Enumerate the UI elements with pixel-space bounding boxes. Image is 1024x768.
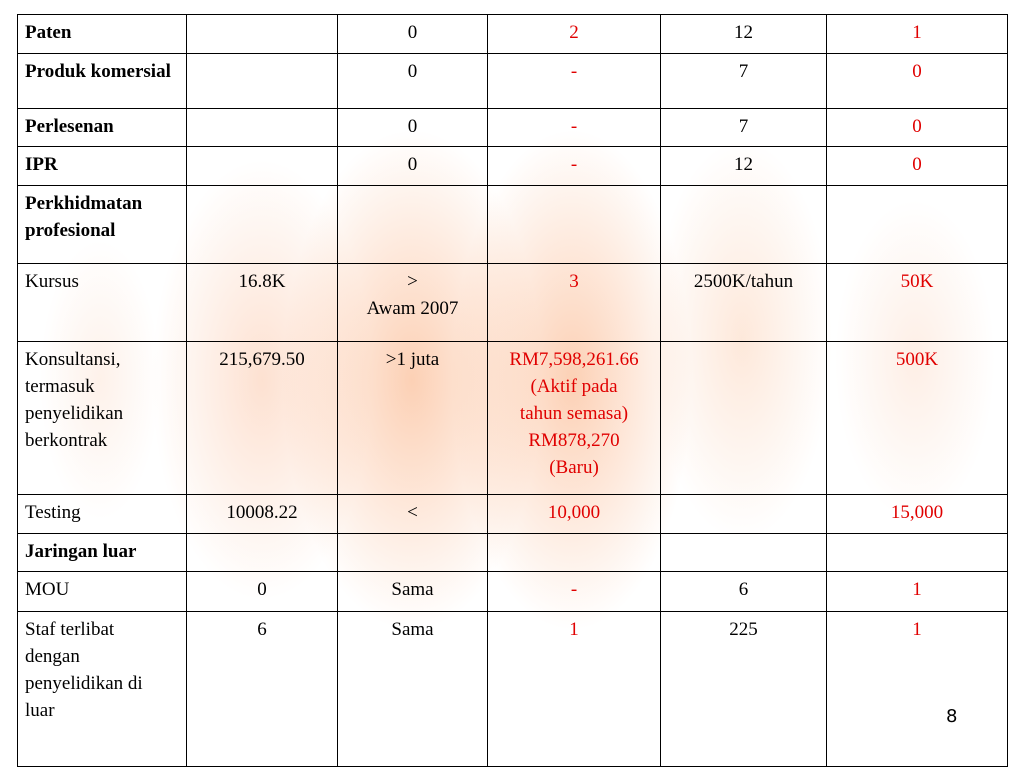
cell [187, 147, 338, 186]
cell [661, 186, 827, 263]
cell: 500K [827, 341, 1008, 494]
cell [661, 341, 827, 494]
cell [187, 534, 338, 572]
table-row-ipr [18, 147, 1008, 186]
cell [488, 534, 661, 572]
cell: 7 [661, 109, 827, 147]
cell: 0 [338, 15, 488, 54]
cell [338, 186, 488, 263]
table-row-produk-komersial [18, 54, 1008, 109]
table-row-perlesenan [18, 109, 1008, 147]
table-row-kursus [18, 263, 1008, 341]
row-label: Perkhidmatan profesional [18, 186, 187, 263]
cell [187, 109, 338, 147]
cell: > Awam 2007 [338, 263, 488, 341]
row-label: Testing [18, 495, 187, 534]
cell: 0 [338, 109, 488, 147]
row-label: Perlesenan [18, 109, 187, 147]
cell: 15,000 [827, 495, 1008, 534]
cell: 0 [338, 54, 488, 109]
cell [661, 534, 827, 572]
cell: 1 [827, 15, 1008, 54]
cell: 2500K/tahun [661, 263, 827, 341]
row-label: IPR [18, 147, 187, 186]
cell: 0 [827, 109, 1008, 147]
cell [661, 495, 827, 534]
cell: 1 [827, 611, 1008, 766]
cell: RM7,598,261.66 (Aktif pada tahun semasa) RM878,270 (Baru) [488, 341, 661, 494]
cell: 10008.22 [187, 495, 338, 534]
cell: 12 [661, 147, 827, 186]
row-label: Jaringan luar [18, 534, 187, 572]
cell [488, 186, 661, 263]
cell: 0 [827, 147, 1008, 186]
cell [187, 15, 338, 54]
row-label: Kursus [18, 263, 187, 341]
cell [827, 534, 1008, 572]
row-label: Produk komersial [18, 54, 187, 109]
cell: 2 [488, 15, 661, 54]
cell: Sama [338, 611, 488, 766]
table-row-perkhidmatan-profesional [18, 186, 1008, 263]
cell [827, 186, 1008, 263]
table-row-mou [18, 572, 1008, 611]
cell: 1 [488, 611, 661, 766]
cell: 6 [661, 572, 827, 611]
table-row-jaringan-luar [18, 534, 1008, 572]
cell: >1 juta [338, 341, 488, 494]
cell: 0 [338, 147, 488, 186]
page-number: 8 [946, 706, 958, 727]
table-row-testing [18, 495, 1008, 534]
row-label: MOU [18, 572, 187, 611]
cell: 7 [661, 54, 827, 109]
cell: 10,000 [488, 495, 661, 534]
data-table [17, 14, 1008, 767]
row-label: Staf terlibat dengan penyelidikan di luar [18, 611, 187, 766]
cell: 0 [827, 54, 1008, 109]
cell: 12 [661, 15, 827, 54]
cell: 3 [488, 263, 661, 341]
cell [187, 54, 338, 109]
cell: 6 [187, 611, 338, 766]
cell [338, 534, 488, 572]
cell: < [338, 495, 488, 534]
cell: 0 [187, 572, 338, 611]
cell: Sama [338, 572, 488, 611]
cell: 16.8K [187, 263, 338, 341]
cell: - [488, 54, 661, 109]
cell: 225 [661, 611, 827, 766]
cell: - [488, 109, 661, 147]
cell [187, 186, 338, 263]
cell: 215,679.50 [187, 341, 338, 494]
table-row-paten [18, 15, 1008, 54]
cell: 50K [827, 263, 1008, 341]
row-label: Konsultansi, termasuk penyelidikan berkontrak [18, 341, 187, 494]
cell: - [488, 572, 661, 611]
table-row-konsultansi [18, 341, 1008, 494]
row-label: Paten [18, 15, 187, 54]
table-row-staf-terlibat [18, 611, 1008, 766]
cell: - [488, 147, 661, 186]
cell: 1 [827, 572, 1008, 611]
